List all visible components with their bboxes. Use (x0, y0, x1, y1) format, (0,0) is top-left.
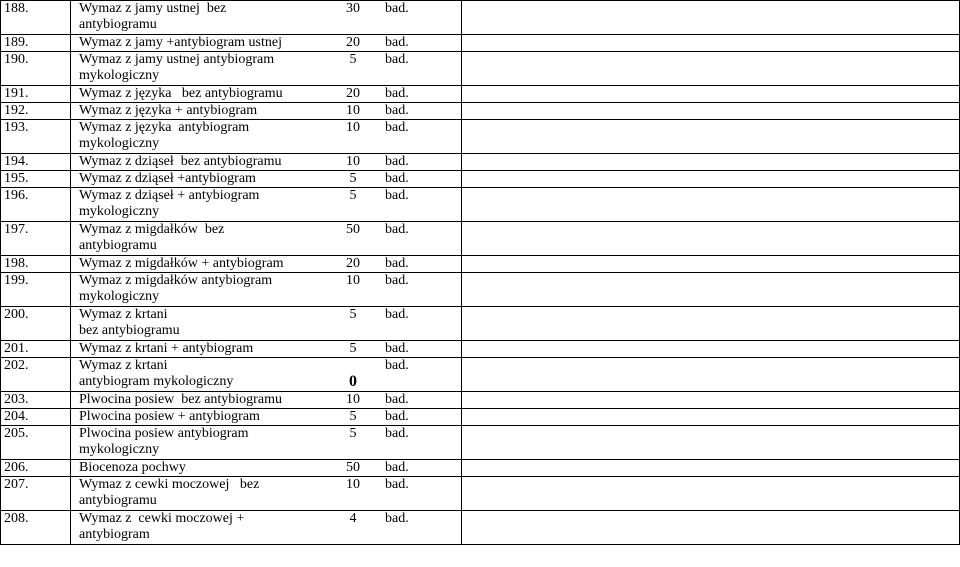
row-description: Wymaz z migdałków antybiogram mykologiczny (79, 273, 273, 304)
row-quantity: 10 (346, 273, 360, 288)
row-number: 206. (1, 460, 71, 477)
row-quantity: 20 (346, 86, 360, 101)
table-row (1, 426, 960, 460)
row-unit: bad. (385, 154, 409, 169)
row-quantity: 10 (346, 477, 360, 492)
row-quantity: 4 (349, 511, 357, 526)
row-quantity: 20 (346, 35, 360, 50)
row-description-cell (71, 256, 462, 273)
row-number: 204. (1, 409, 71, 426)
row-unit: bad. (385, 52, 409, 67)
table-row (1, 392, 960, 409)
empty-cell (462, 358, 960, 392)
row-quantity: 50 (346, 222, 360, 237)
empty-cell (462, 511, 960, 545)
empty-cell (462, 222, 960, 256)
table-row (1, 52, 960, 86)
row-description-cell (71, 273, 462, 307)
empty-cell (462, 307, 960, 341)
row-number: 189. (1, 35, 71, 52)
row-description-cell (71, 1, 462, 35)
row-quantity: 20 (346, 256, 360, 271)
row-number: 203. (1, 392, 71, 409)
row-description: Plwocina posiew bez antybiogramu (79, 392, 282, 407)
empty-cell (462, 171, 960, 188)
row-number: 208. (1, 511, 71, 545)
row-description: Wymaz z języka bez antybiogramu (79, 86, 283, 101)
row-number: 202. (1, 358, 71, 392)
row-description: Wymaz z cewki moczowej + antybiogram (79, 511, 245, 542)
row-quantity-value: 0 (349, 373, 357, 390)
table-row (1, 409, 960, 426)
row-unit: bad. (385, 86, 409, 101)
empty-cell (462, 120, 960, 154)
row-description-cell (71, 154, 462, 171)
row-description-cell (71, 222, 462, 256)
row-number: 199. (1, 273, 71, 307)
empty-cell (462, 392, 960, 409)
row-description-cell (71, 409, 462, 426)
table-row (1, 103, 960, 120)
row-quantity: 5 (349, 307, 357, 322)
empty-cell (462, 426, 960, 460)
row-number: 188. (1, 1, 71, 35)
row-unit: bad. (385, 460, 409, 475)
empty-cell (462, 188, 960, 222)
empty-cell (462, 154, 960, 171)
row-description-cell (71, 307, 462, 341)
row-unit: bad. (385, 35, 409, 50)
row-unit: bad. (385, 358, 409, 373)
row-number: 207. (1, 477, 71, 511)
table-row (1, 341, 960, 358)
empty-cell (462, 477, 960, 511)
row-description-cell (71, 188, 462, 222)
row-unit: bad. (385, 222, 409, 237)
row-unit: bad. (385, 392, 409, 407)
table-row (1, 273, 960, 307)
row-number: 197. (1, 222, 71, 256)
table-row (1, 86, 960, 103)
row-unit: bad. (385, 409, 409, 424)
row-unit: bad. (385, 103, 409, 118)
row-description-cell (71, 52, 462, 86)
row-quantity: 50 (346, 460, 360, 475)
row-unit: bad. (385, 341, 409, 356)
row-unit: bad. (385, 307, 409, 322)
row-unit: bad. (385, 188, 409, 203)
row-number: 193. (1, 120, 71, 154)
row-quantity: 10 (346, 154, 360, 169)
row-description: Wymaz z krtani + antybiogram (79, 341, 254, 356)
row-description-cell (71, 35, 462, 52)
row-description-cell (71, 426, 462, 460)
row-unit: bad. (385, 477, 409, 492)
row-description: Wymaz z krtani bez antybiogramu (79, 307, 180, 338)
table-row (1, 358, 960, 392)
empty-cell (462, 86, 960, 103)
table-row (1, 511, 960, 545)
row-quantity: 5 (349, 188, 357, 203)
row-description-cell (71, 511, 462, 545)
row-quantity: 10 (346, 120, 360, 135)
row-description: Wymaz z dziąseł +antybiogram (79, 171, 256, 186)
row-number: 198. (1, 256, 71, 273)
row-description-cell (71, 341, 462, 358)
row-description: Wymaz z języka + antybiogram (79, 103, 258, 118)
row-description: Wymaz z jamy ustnej bez antybiogramu (79, 1, 227, 32)
table-row (1, 477, 960, 511)
table-row (1, 1, 960, 35)
table-row (1, 307, 960, 341)
table-row (1, 35, 960, 52)
table-row (1, 171, 960, 188)
row-number: 205. (1, 426, 71, 460)
row-description: Wymaz z języka antybiogram mykologiczny (79, 120, 250, 151)
row-unit: bad. (385, 426, 409, 441)
row-description-cell (71, 171, 462, 188)
empty-cell (462, 273, 960, 307)
row-number: 201. (1, 341, 71, 358)
row-number: 195. (1, 171, 71, 188)
row-quantity: 10 (346, 103, 360, 118)
empty-cell (462, 256, 960, 273)
row-quantity (323, 358, 383, 391)
row-number: 196. (1, 188, 71, 222)
row-description: Wymaz z migdałków bez antybiogramu (79, 222, 225, 253)
row-description: Wymaz z dziąseł bez antybiogramu (79, 154, 282, 169)
row-description: Wymaz z migdałków + antybiogram (79, 256, 284, 271)
empty-cell (462, 52, 960, 86)
row-description-cell (71, 392, 462, 409)
row-description: Wymaz z jamy ustnej antybiogram mykologiczny (79, 52, 275, 83)
empty-cell (462, 1, 960, 35)
table-row (1, 256, 960, 273)
row-description: Plwocina posiew antybiogram mykologiczny (79, 426, 249, 457)
row-quantity: 5 (349, 52, 357, 67)
empty-cell (462, 460, 960, 477)
row-number: 191. (1, 86, 71, 103)
row-description-cell (71, 120, 462, 154)
empty-cell (462, 103, 960, 120)
table-row (1, 222, 960, 256)
row-description-cell (71, 460, 462, 477)
row-description: Wymaz z krtani antybiogram mykologiczny (79, 358, 234, 389)
table-row (1, 120, 960, 154)
row-unit: bad. (385, 511, 409, 526)
row-description-cell (71, 86, 462, 103)
row-description: Wymaz z cewki moczowej bez antybiogramu (79, 477, 260, 508)
row-quantity: 30 (346, 1, 360, 16)
row-unit: bad. (385, 256, 409, 271)
row-description-cell (71, 103, 462, 120)
empty-cell (462, 409, 960, 426)
table-row (1, 460, 960, 477)
row-unit: bad. (385, 171, 409, 186)
row-quantity: 5 (349, 409, 357, 424)
row-description-cell (71, 358, 462, 392)
row-number: 190. (1, 52, 71, 86)
row-quantity: 5 (349, 341, 357, 356)
empty-cell (462, 341, 960, 358)
table-row (1, 188, 960, 222)
row-unit: bad. (385, 273, 409, 288)
row-description: Wymaz z jamy +antybiogram ustnej (79, 35, 282, 50)
row-unit: bad. (385, 1, 409, 16)
row-number: 192. (1, 103, 71, 120)
row-number: 200. (1, 307, 71, 341)
row-description: Wymaz z dziąseł + antybiogram mykologiczny (79, 188, 260, 219)
row-quantity: 10 (346, 392, 360, 407)
empty-cell (462, 35, 960, 52)
row-quantity: 5 (349, 171, 357, 186)
row-number: 194. (1, 154, 71, 171)
row-description: Plwocina posiew + antybiogram (79, 409, 260, 424)
row-unit: bad. (385, 120, 409, 135)
table-row (1, 154, 960, 171)
row-quantity: 5 (349, 426, 357, 441)
row-description-cell (71, 477, 462, 511)
row-description: Biocenoza pochwy (79, 460, 186, 475)
